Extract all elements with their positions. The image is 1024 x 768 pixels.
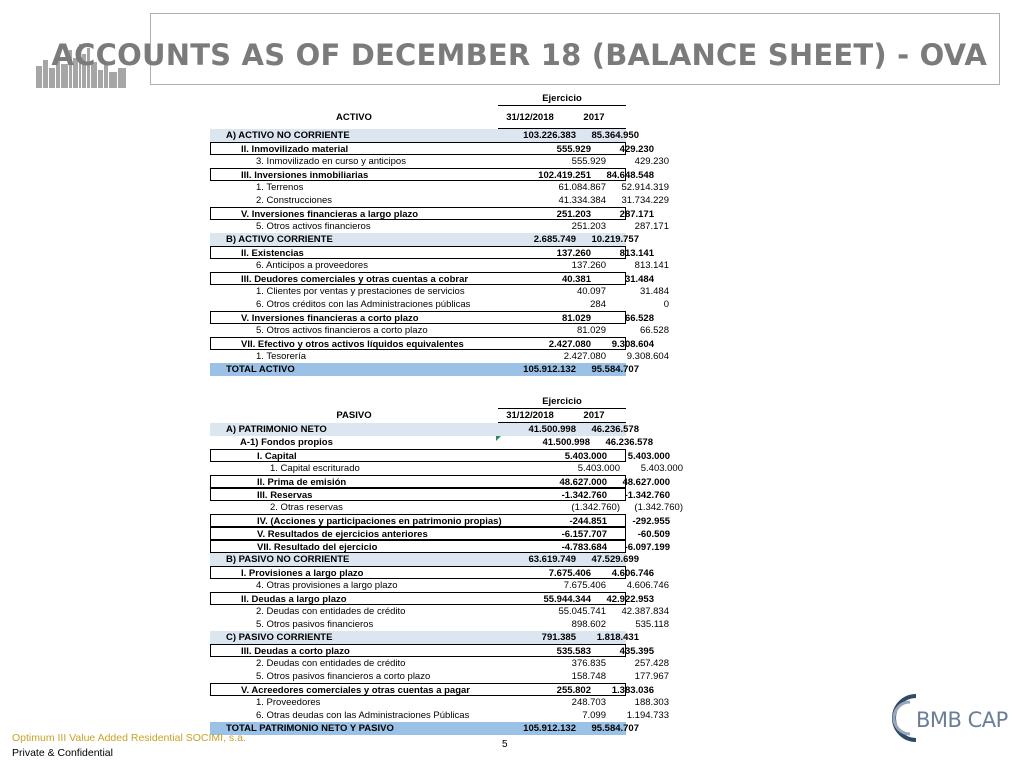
- pasivo-col2-header: 2017: [583, 410, 605, 421]
- activo-row-value-2017: 287.171: [634, 221, 669, 232]
- title-box: [51, 13, 1000, 85]
- activo-group-header: Ejercicio: [498, 92, 626, 106]
- pasivo-row-label: 1. Proveedores: [256, 697, 321, 708]
- pasivo-row-value-2018: 7.099: [582, 710, 606, 721]
- pasivo-row-value-2018: 248.703: [571, 697, 606, 708]
- pasivo-row: [210, 462, 683, 475]
- pasivo-group-header: Ejercicio: [498, 395, 626, 409]
- activo-row-value-2018: 105.912.132: [523, 364, 576, 375]
- activo-row-value-2018: 41.334.384: [558, 195, 606, 206]
- activo-row-label: VII. Efectivo y otros activos líquidos equivalentes: [241, 339, 464, 349]
- activo-row-label: 1. Terrenos: [256, 182, 304, 193]
- pasivo-row: [210, 436, 653, 449]
- pasivo-row-value-2018: -1.342.760: [561, 490, 607, 501]
- pasivo-row-label: II. Prima de emisión: [257, 477, 347, 487]
- activo-row: [210, 142, 654, 155]
- pasivo-row-value-2017: 5.403.000: [627, 451, 670, 462]
- activo-row-value-2017: 0: [663, 299, 669, 310]
- pasivo-row: [210, 631, 639, 644]
- footer-confidential: Private & Confidential: [12, 747, 113, 759]
- pasivo-row: [210, 488, 670, 501]
- pasivo-row: [210, 709, 669, 722]
- pasivo-row-label: II. Deudas a largo plazo: [241, 594, 347, 604]
- pasivo-row-value-2018: 48.627.000: [559, 477, 607, 488]
- activo-row-label: V. Inversiones financieras a corto plazo: [241, 313, 419, 323]
- activo-row-label: A) ACTIVO NO CORRIENTE: [226, 130, 350, 141]
- activo-rows: [210, 129, 669, 376]
- activo-row-value-2017: 52.914.319: [621, 182, 669, 193]
- pasivo-row-value-2017: 5.403.000: [640, 463, 683, 474]
- activo-row: [210, 246, 654, 259]
- pasivo-row-label: III. Deudas a corto plazo: [241, 646, 350, 656]
- activo-col1-header: 31/12/2018: [506, 112, 554, 123]
- pasivo-row-label: 5. Otros pasivos financieros a corto plazo: [256, 671, 431, 682]
- pasivo-row: [210, 618, 669, 631]
- pasivo-row: [210, 605, 669, 618]
- pasivo-row-value-2018: 158.748: [571, 671, 606, 682]
- activo-row-value-2017: 66.528: [639, 325, 669, 336]
- activo-row: [210, 168, 654, 181]
- activo-row-value-2017: 66.528: [624, 313, 654, 324]
- activo-row-value-2018: 284: [590, 299, 606, 310]
- pasivo-row-value-2017: -292.955: [632, 516, 670, 527]
- activo-row-value-2017: 10.219.757: [591, 234, 639, 245]
- activo-row-value-2018: 102.419.251: [538, 170, 591, 181]
- activo-row-value-2017: 31.484: [639, 286, 669, 297]
- activo-row-value-2018: 251.203: [571, 221, 606, 232]
- activo-row-value-2017: 84.648.548: [606, 170, 654, 181]
- activo-row-label: II. Inmovilizado material: [241, 144, 349, 154]
- pasivo-row-value-2017: 4.606.746: [626, 580, 669, 591]
- pasivo-row-value-2018: 898.602: [571, 619, 606, 630]
- activo-row-value-2017: 85.364.950: [591, 130, 639, 141]
- activo-row: [210, 259, 669, 272]
- activo-row-value-2018: 555.929: [556, 144, 591, 155]
- pasivo-row-value-2017: 46.236.578: [591, 424, 639, 435]
- activo-row-value-2018: 2.427.080: [563, 351, 606, 362]
- pasivo-row-value-2018: -6.157.707: [561, 529, 607, 540]
- pasivo-row: [210, 592, 654, 605]
- pasivo-row-label: 6. Otras deudas con las Administraciones Públicas: [256, 710, 470, 721]
- activo-row: [210, 350, 669, 363]
- page-number: 5: [502, 739, 508, 750]
- pasivo-col1-header: 31/12/2018: [506, 410, 554, 421]
- pasivo-row-label: III. Reservas: [257, 490, 313, 500]
- activo-row: [210, 272, 654, 285]
- activo-row-value-2017: 287.171: [619, 209, 654, 220]
- pasivo-row-value-2018: (1.342.760): [571, 502, 620, 513]
- activo-row-label: 2. Construcciones: [256, 195, 333, 206]
- pasivo-rows: [210, 423, 683, 735]
- pasivo-row-value-2017: 46.236.578: [605, 437, 653, 448]
- activo-row-value-2018: 2.427.080: [548, 339, 591, 350]
- activo-row-label: II. Existencias: [241, 248, 304, 258]
- activo-row-value-2018: 555.929: [571, 156, 606, 167]
- pasivo-row-value-2017: 435.395: [619, 646, 654, 657]
- pasivo-row-label: 2. Deudas con entidades de crédito: [256, 658, 406, 669]
- pasivo-row-value-2018: 41.500.998: [542, 437, 590, 448]
- pasivo-row-value-2018: 7.675.406: [548, 568, 591, 579]
- activo-row-label: 5. Otros activos financieros a corto plazo: [256, 325, 428, 336]
- pasivo-row: [210, 670, 669, 683]
- pasivo-row-label: V. Acreedores comerciales y otras cuentas a pagar: [241, 685, 471, 695]
- pasivo-row-value-2017: 48.627.000: [622, 477, 670, 488]
- activo-row-label: III. Inversiones inmobiliarias: [241, 170, 369, 180]
- pasivo-label-header: PASIVO: [336, 410, 372, 421]
- activo-row-value-2018: 40.381: [561, 274, 591, 285]
- pasivo-row-value-2018: 376.835: [571, 658, 606, 669]
- activo-row-label: 5. Otros activos financieros: [256, 221, 371, 232]
- pasivo-row-value-2018: 55.944.344: [543, 594, 591, 605]
- activo-label-header: ACTIVO: [336, 112, 372, 123]
- activo-row-label: 3. Inmovilizado en curso y anticipos: [256, 156, 406, 167]
- pasivo-row: [210, 553, 639, 566]
- activo-row-value-2018: 40.097: [576, 286, 606, 297]
- pasivo-row-label: 4. Otras provisiones a largo plazo: [256, 580, 398, 591]
- pasivo-row-label: VII. Resultado del ejercicio: [257, 542, 378, 552]
- activo-row: [210, 363, 639, 376]
- pasivo-row-value-2017: 177.967: [634, 671, 669, 682]
- activo-row: [210, 285, 669, 298]
- pasivo-row-label: 2. Otras reservas: [270, 502, 343, 513]
- pasivo-row: [210, 644, 654, 657]
- pasivo-row-value-2017: 1.818.431: [596, 632, 639, 643]
- activo-row-value-2017: 429.230: [634, 156, 669, 167]
- cell-comment-marker-icon: [496, 436, 501, 441]
- pasivo-row: [210, 696, 669, 709]
- pasivo-row-value-2018: 535.583: [556, 646, 591, 657]
- activo-row-value-2017: 31.484: [624, 274, 654, 285]
- pasivo-row: [210, 475, 670, 488]
- pasivo-row-value-2018: 41.500.998: [528, 424, 576, 435]
- pasivo-row: [210, 540, 670, 553]
- activo-row-value-2018: 61.084.867: [558, 182, 606, 193]
- activo-row-value-2017: 31.734.229: [621, 195, 669, 206]
- activo-row-label: 6. Anticipos a proveedores: [256, 260, 368, 271]
- pasivo-row-value-2018: 7.675.406: [563, 580, 606, 591]
- activo-row: [210, 337, 654, 350]
- activo-row-value-2017: 9.308.604: [626, 351, 669, 362]
- pasivo-row-label: TOTAL PATRIMONIO NETO Y PASIVO: [226, 723, 394, 734]
- pasivo-row-label: C) PASIVO CORRIENTE: [226, 632, 333, 643]
- pasivo-row-label: I. Capital: [257, 451, 297, 461]
- pasivo-row: [210, 527, 670, 540]
- pasivo-row-value-2017: 95.584.707: [591, 723, 639, 734]
- logo-text: BMB CAP: [916, 708, 1008, 732]
- activo-row-label: 1. Tesorería: [256, 351, 306, 362]
- pasivo-row-value-2018: -4.783.684: [561, 542, 607, 553]
- pasivo-row-label: B) PASIVO NO CORRIENTE: [226, 554, 350, 565]
- activo-row: [210, 311, 654, 324]
- pasivo-row-label: A-1) Fondos propios: [240, 437, 333, 448]
- pasivo-row-value-2017: 4.606.746: [611, 568, 654, 579]
- pasivo-row-value-2017: 47.529.699: [591, 554, 639, 565]
- pasivo-row-value-2017: 1.383.036: [611, 685, 654, 696]
- activo-row-label: B) ACTIVO CORRIENTE: [226, 234, 333, 245]
- pasivo-row-label: 1. Capital escriturado: [270, 463, 360, 474]
- pasivo-row-label: 5. Otros pasivos financieros: [256, 619, 374, 630]
- pasivo-row-value-2017: 257.428: [634, 658, 669, 669]
- activo-row-value-2017: 813.141: [619, 248, 654, 259]
- activo-row-value-2018: 103.226.383: [523, 130, 576, 141]
- activo-row-value-2017: 429.230: [619, 144, 654, 155]
- pasivo-row-value-2018: 5.403.000: [564, 451, 607, 462]
- pasivo-row-label: V. Resultados de ejercicios anteriores: [257, 529, 428, 539]
- pasivo-group-header-row: [210, 395, 626, 409]
- pasivo-row: [210, 657, 669, 670]
- pasivo-table: [210, 395, 683, 735]
- activo-row-label: 6. Otros créditos con las Administraciones públicas: [256, 299, 471, 310]
- activo-row: [210, 155, 669, 168]
- activo-row: [210, 207, 654, 220]
- pasivo-row: [210, 514, 670, 527]
- pasivo-row-value-2017: 42.387.834: [621, 606, 669, 617]
- activo-row-label: 1. Clientes por ventas y prestaciones de servicios: [256, 286, 465, 297]
- pasivo-row-value-2017: 188.303: [634, 697, 669, 708]
- activo-row-value-2018: 81.029: [576, 325, 606, 336]
- activo-table: [210, 92, 669, 376]
- pasivo-row-value-2017: (1.342.760): [634, 502, 683, 513]
- pasivo-row-value-2018: -244.851: [569, 516, 607, 527]
- pasivo-row-value-2018: 255.802: [556, 685, 591, 696]
- pasivo-row-value-2017: 42.922.953: [606, 594, 654, 605]
- activo-row-label: III. Deudores comerciales y otras cuentas a cobrar: [241, 274, 469, 284]
- pasivo-row: [210, 566, 654, 579]
- activo-row: [210, 220, 669, 233]
- pasivo-row-value-2017: 535.118: [635, 619, 669, 630]
- activo-row-value-2018: 81.029: [561, 313, 591, 324]
- pasivo-row: [210, 423, 639, 436]
- activo-row-label: TOTAL ACTIVO: [226, 364, 295, 375]
- pasivo-row-label: A) PATRIMONIO NETO: [226, 424, 327, 435]
- activo-row-value-2018: 251.203: [556, 209, 591, 220]
- pasivo-row-value-2018: 105.912.132: [523, 723, 576, 734]
- activo-row: [210, 181, 669, 194]
- activo-row: [210, 233, 639, 246]
- pasivo-row-value-2017: 1.194.733: [626, 710, 669, 721]
- activo-col2-header: 2017: [583, 112, 605, 123]
- pasivo-row-value-2018: 5.403.000: [577, 463, 620, 474]
- pasivo-row-value-2018: 791.385: [541, 632, 576, 643]
- pasivo-row: [210, 449, 670, 462]
- pasivo-row: [210, 683, 654, 696]
- pasivo-row-value-2017: -1.342.760: [624, 490, 670, 501]
- pasivo-row-value-2018: 63.619.749: [528, 554, 576, 565]
- pasivo-row-value-2017: -6.097.199: [624, 542, 670, 553]
- activo-row-value-2017: 9.308.604: [611, 339, 654, 350]
- activo-column-header-row: [210, 106, 626, 129]
- pasivo-row-value-2018: 55.045.741: [558, 606, 606, 617]
- activo-group-header-row: [210, 92, 626, 106]
- pasivo-row-label: 2. Deudas con entidades de crédito: [256, 606, 406, 617]
- pasivo-row: [210, 501, 683, 514]
- activo-row-value-2018: 137.260: [571, 260, 606, 271]
- pasivo-row: [210, 722, 639, 735]
- activo-row-value-2017: 813.141: [634, 260, 669, 271]
- activo-row: [210, 129, 639, 142]
- activo-row: [210, 324, 669, 337]
- pasivo-row-value-2017: -60.509: [637, 529, 670, 540]
- activo-row: [210, 194, 669, 207]
- pasivo-row: [210, 579, 669, 592]
- activo-row-value-2017: 95.584.707: [591, 364, 639, 375]
- activo-row-label: V. Inversiones financieras a largo plazo: [241, 209, 419, 219]
- activo-row-value-2018: 137.260: [556, 248, 591, 259]
- pasivo-column-header-row: [210, 409, 626, 423]
- pasivo-row-label: I. Provisiones a largo plazo: [241, 568, 364, 578]
- footer-company-name: Optimum III Value Added Residential SOCIMI, s.a.: [12, 732, 246, 744]
- pasivo-row-label: IV. (Acciones y participaciones en patrimonio propias): [257, 516, 502, 526]
- page-title: ACCOUNTS AS OF DECEMBER 18 (BALANCE SHEET) - OVA: [51, 38, 987, 72]
- activo-row: [210, 298, 669, 311]
- activo-row-value-2018: 2.685.749: [533, 234, 576, 245]
